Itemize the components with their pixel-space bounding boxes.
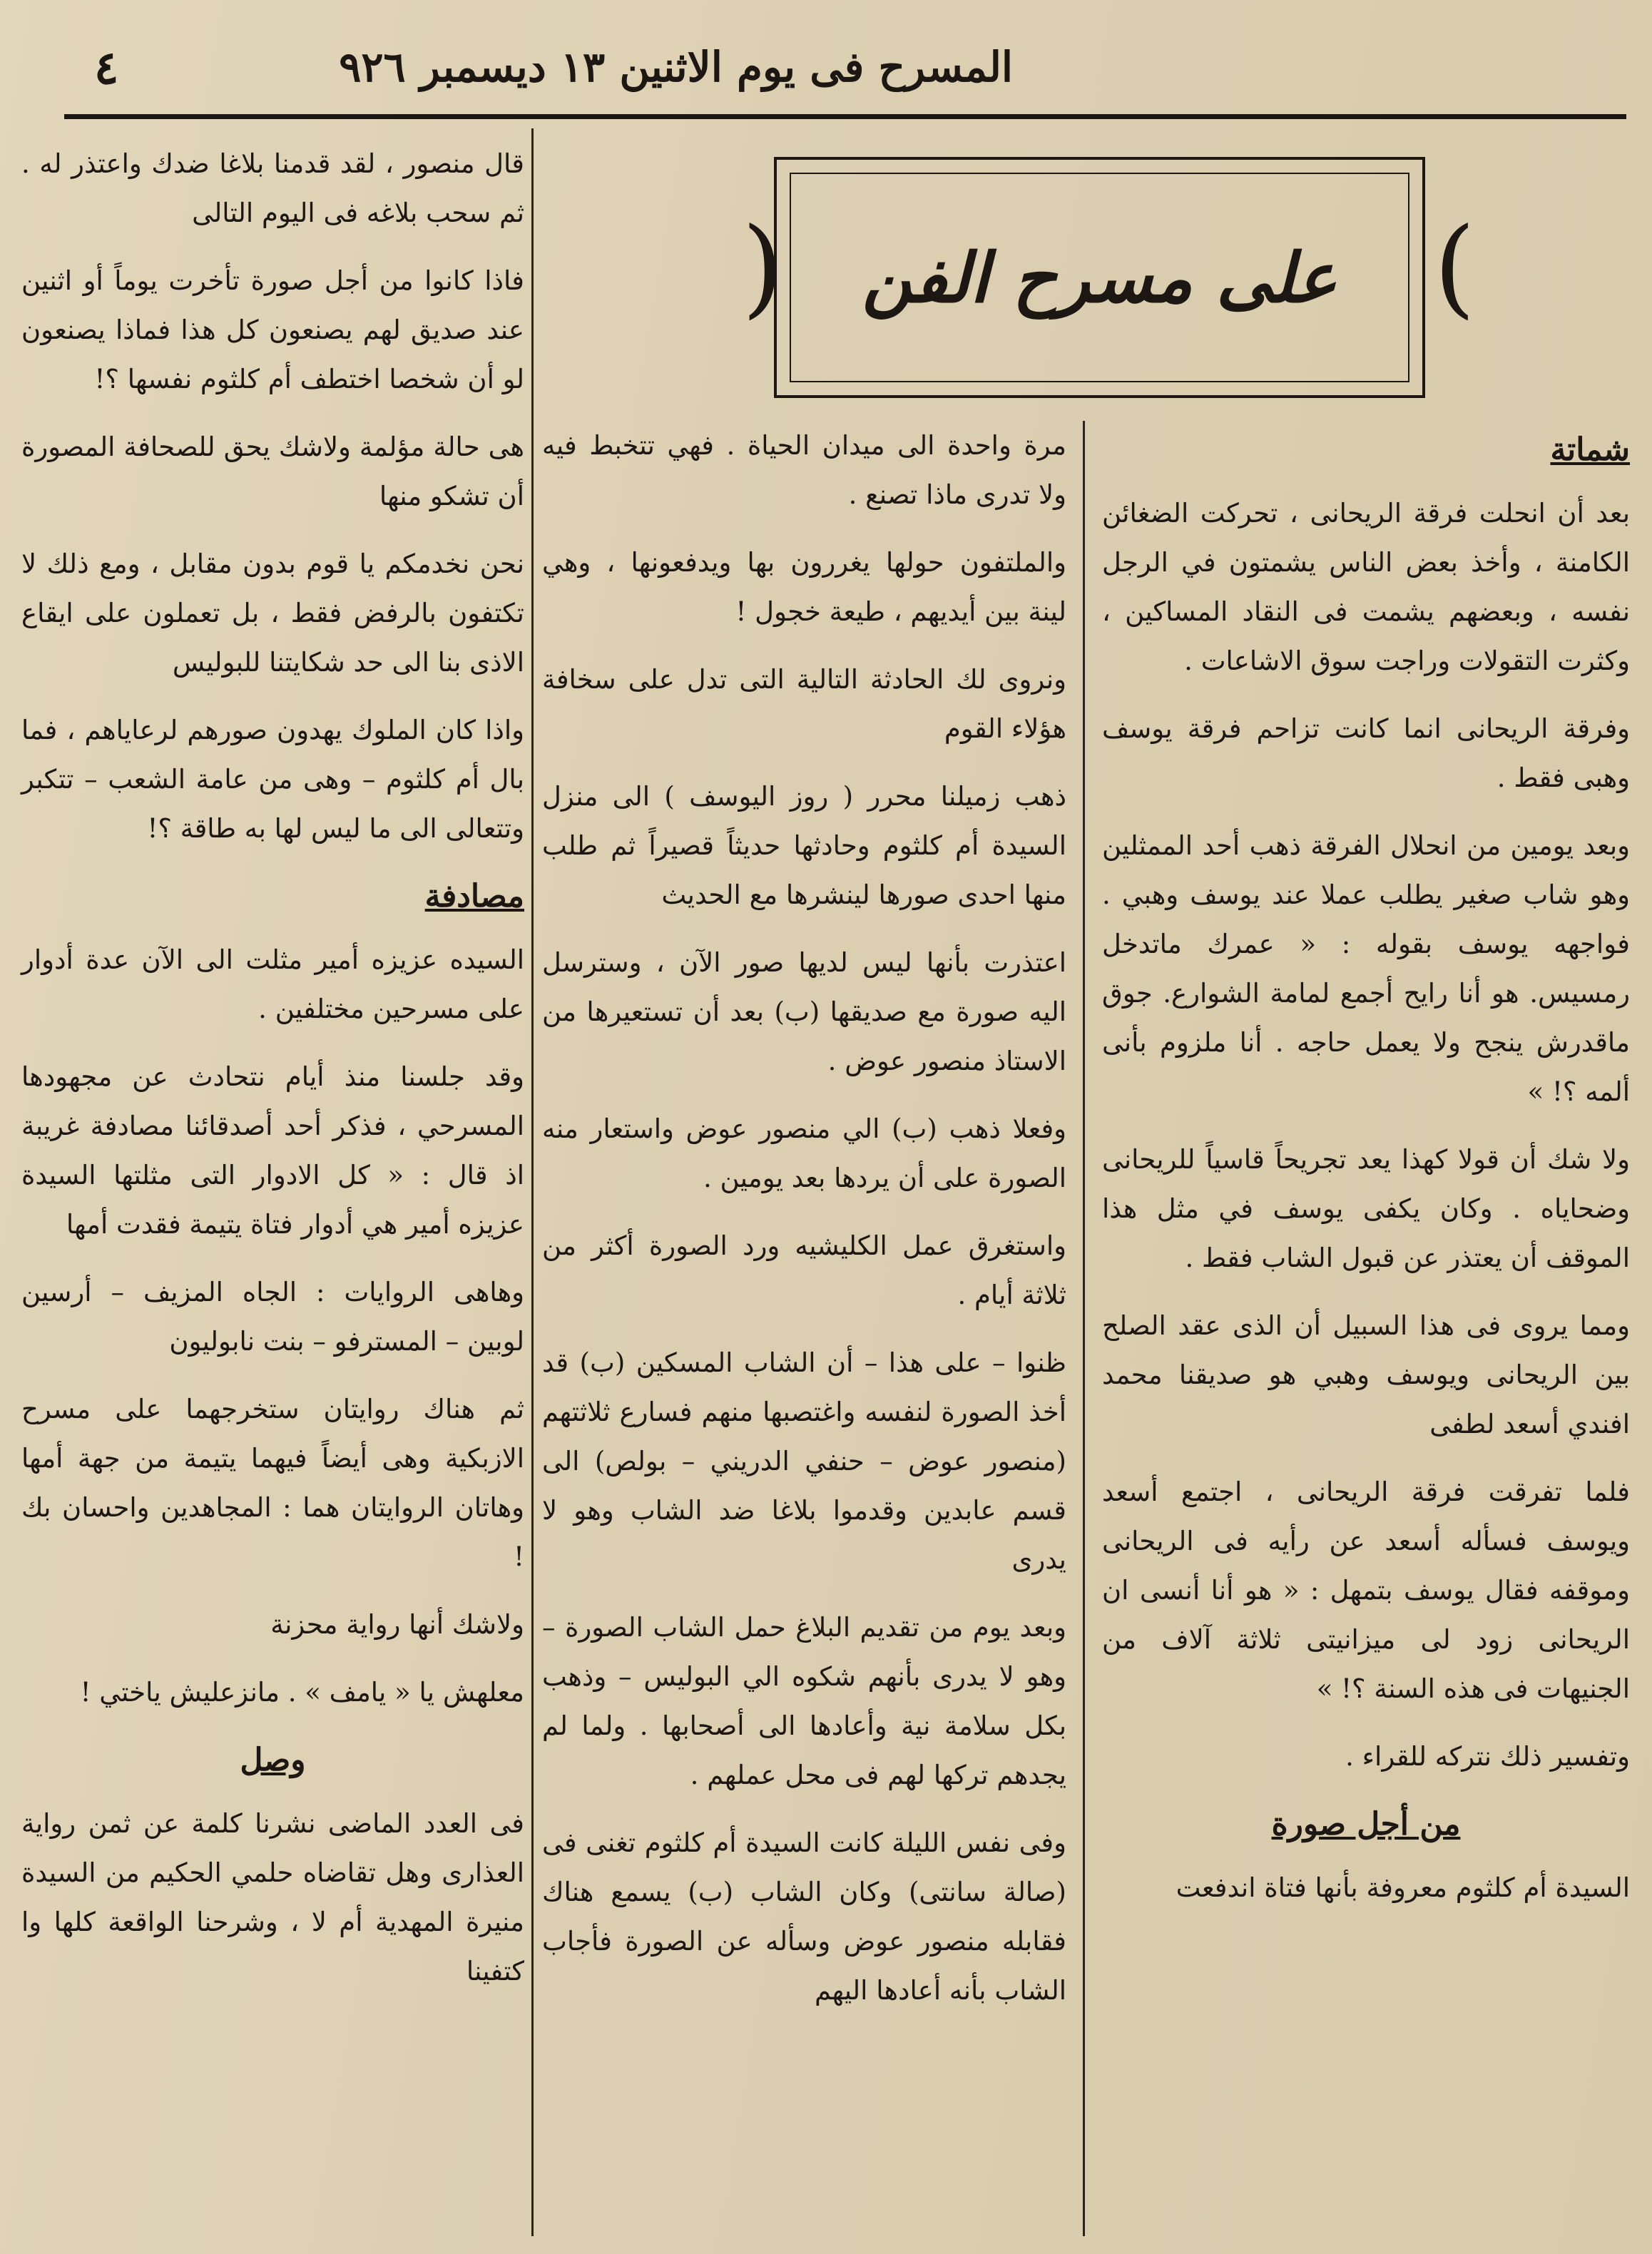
paragraph: وفرقة الريحانى انما كانت تزاحم فرقة يوسف وهبى فقط . <box>1102 713 1630 793</box>
paragraph: السيده عزيزه أمير مثلت الى الآن عدة أدوار على مسرحين مختلفين . <box>21 944 524 1024</box>
paragraph: هى حالة مؤلمة ولاشك يحق للصحافة المصورة أن تشكو منها <box>21 432 524 511</box>
page-header <box>29 29 1626 114</box>
paragraph: ولا شك أن قولا كهذا يعد تجريحاً قاسياً للريحانى وضحاياه . وكان يكفى يوسف في مثل هذا الموقف أن يعتذر عن قبول الشاب فقط . <box>1102 1144 1630 1273</box>
section-heading-coincidence: مصادفة <box>424 878 524 914</box>
header-rule <box>64 114 1626 119</box>
paragraph: السيدة أم كلثوم معروفة بأنها فتاة اندفعت <box>1176 1872 1630 1903</box>
column-divider-left <box>531 128 534 2236</box>
column-divider-right <box>1083 421 1085 2236</box>
paragraph: فلما تفرقت فرقة الريحانى ، اجتمع أسعد ويوسف فسأله أسعد عن رأيه فى الريحانى وموقفه فقال يوسف بتمهل : « هو أنا أنسى ان الريحانى زود لى ميزانيتى ثلاثة آلاف من الجنيهات فى هذه السنة ؟! » <box>1102 1477 1630 1704</box>
header-title: المسرح فى يوم الاثنين ١٣ ديسمبر ٩٢٦ <box>339 43 1013 91</box>
paragraph: بعد أن انحلت فرقة الريحانى ، تحركت الضغائن الكامنة ، وأخذ بعض الناس يشمتون في الرجل نفسه ، وبعضهم يشمت فى النقاد المساكين ، وكثرت التقولات وراجت سوق الاشاعات . <box>1102 498 1630 676</box>
paragraph: نحن نخدمكم يا قوم بدون مقابل ، ومع ذلك لا تكتفون بالرفض فقط ، بل تعملون على ايقاع الاذى بنا الى حد شكايتنا للبوليس <box>21 549 524 678</box>
paragraph: وتفسير ذلك نتركه للقراء . <box>1345 1741 1630 1772</box>
paragraph: ذهب زميلنا محرر ( روز اليوسف ) الى منزل السيدة أم كلثوم وحادثها حديثاً قصيراً ثم طلب منها احدى صورها لينشرها مع الحديث <box>542 781 1066 910</box>
paragraph: والملتفون حولها يغررون بها ويدفعونها ، وهي لينة بين أيديهم ، طيعة خجول ! <box>542 547 1066 627</box>
paragraph: واذا كان الملوك يهدون صورهم لرعاياهم ، فما بال أم كلثوم – وهى من عامة الشعب – تتكبر وتتعالى الى ما ليس لها به طاقة ؟! <box>21 715 524 844</box>
paragraph: اعتذرت بأنها ليس لديها صور الآن ، وسترسل اليه صورة مع صديقها (ب) بعد أن تستعيرها من الاستاذ منصور عوض . <box>542 947 1066 1076</box>
paragraph: واستغرق عمل الكليشيه ورد الصورة أكثر من ثلاثة أيام . <box>542 1230 1066 1310</box>
banner-paren-right: ( <box>1434 205 1476 330</box>
paragraph: ثم هناك روايتان ستخرجهما على مسرح الازبكية وهى أيضاً فيهما يتيمة من جهة أمها وهاتان الروايتان هما : المجاهدين واحسان بك ! <box>21 1394 524 1572</box>
paragraph: وهاهى الروايات : الجاه المزيف – أرسين لوبين – المسترفو – بنت نابوليون <box>21 1277 524 1357</box>
paragraph: وبعد يوم من تقديم البلاغ حمل الشاب الصورة – وهو لا يدرى بأنهم شكوه الي البوليس – وذهب بكل سلامة نية وأعادها الى أصحابها . ولما لم يجدهم تركها لهم فى محل عملهم . <box>542 1612 1066 1790</box>
section-heading-photo: من أجل صورة <box>1271 1806 1461 1842</box>
paragraph: ظنوا – على هذا – أن الشاب المسكين (ب) قد أخذ الصورة لنفسه واغتصبها منهم فسارع ثلاثتهم (منصور عوض – حنفي الدريني – بولص) الى قسم عابدين وقدموا بلاغا ضد الشاب وهو لا يدرى <box>542 1347 1066 1575</box>
page-number: ٤ <box>94 41 119 95</box>
paragraph: فى العدد الماضى نشرنا كلمة عن ثمن رواية العذارى وهل تقاضاه حلمي الحكيم من السيدة منيرة المهدية أم لا ، وشرحنا الواقعة كلها وا كتفينا <box>21 1808 524 1987</box>
banner-title: على مسرح الفن <box>862 237 1337 318</box>
section-heading-received: وصل <box>240 1742 306 1778</box>
paragraph: ومما يروى فى هذا السبيل أن الذى عقد الصلح بين الريحانى ويوسف وهبي هو صديقنا محمد افندي أسعد لطفى <box>1102 1310 1630 1439</box>
paragraph: وبعد يومين من انحلال الفرقة ذهب أحد الممثلين وهو شاب صغير يطلب عملا عند يوسف وهبي . فواجهه يوسف بقوله : « عمرك ماتدخل رمسيس. هو أنا رايح أجمع لمامة الشوارع. جوق ماقدرش ينجح ولا يعمل حاجه . أنا ملزوم بأنى ألمه ؟! » <box>1102 830 1630 1107</box>
banner-inner-frame <box>790 173 1409 382</box>
section-heading-shamata: شماتة <box>1550 432 1630 468</box>
banner-paren-left: ) <box>742 205 784 330</box>
paragraph: فاذا كانوا من أجل صورة تأخرت يوماً أو اثنين عند صديق لهم يصنعون كل هذا فماذا يصنعون لو أن شخصا اختطف أم كلثوم نفسها ؟! <box>21 265 524 394</box>
paragraph: وفعلا ذهب (ب) الي منصور عوض واستعار منه الصورة على أن يردها بعد يومين . <box>542 1113 1066 1193</box>
column-middle <box>542 421 1066 2034</box>
paragraph: ولاشك أنها رواية محزنة <box>270 1609 524 1640</box>
banner-box <box>774 157 1425 398</box>
paragraph: معلهش يا « يامف » . مانزعليش ياختي ! <box>80 1677 524 1708</box>
paragraph: وقد جلسنا منذ أيام نتحادث عن مجهودها المسرحي ، فذكر أحد أصدقائنا مصادفة غريبة اذ قال : « كل الادوار التى مثلتها السيدة عزيزه أمير هي أدوار فتاة يتيمة فقدت أمها <box>21 1061 524 1240</box>
paragraph: وفى نفس الليلة كانت السيدة أم كلثوم تغنى فى (صالة سانتى) وكان الشاب (ب) يسمع هناك فقابله منصور عوض وسأله عن الصورة فأجاب الشاب بأنه أعادها اليهم <box>542 1827 1066 2006</box>
paragraph: قال منصور ، لقد قدمنا بلاغا ضدك واعتذر له . ثم سحب بلاغه فى اليوم التالى <box>21 148 524 228</box>
column-right <box>1102 421 1630 1931</box>
paragraph: مرة واحدة الى ميدان الحياة . فهي تتخبط فيه ولا تدرى ماذا تصنع . <box>542 430 1066 510</box>
paragraph: ونروى لك الحادثة التالية التى تدل على سخافة هؤلاء القوم <box>542 664 1066 744</box>
column-left <box>21 139 524 2014</box>
